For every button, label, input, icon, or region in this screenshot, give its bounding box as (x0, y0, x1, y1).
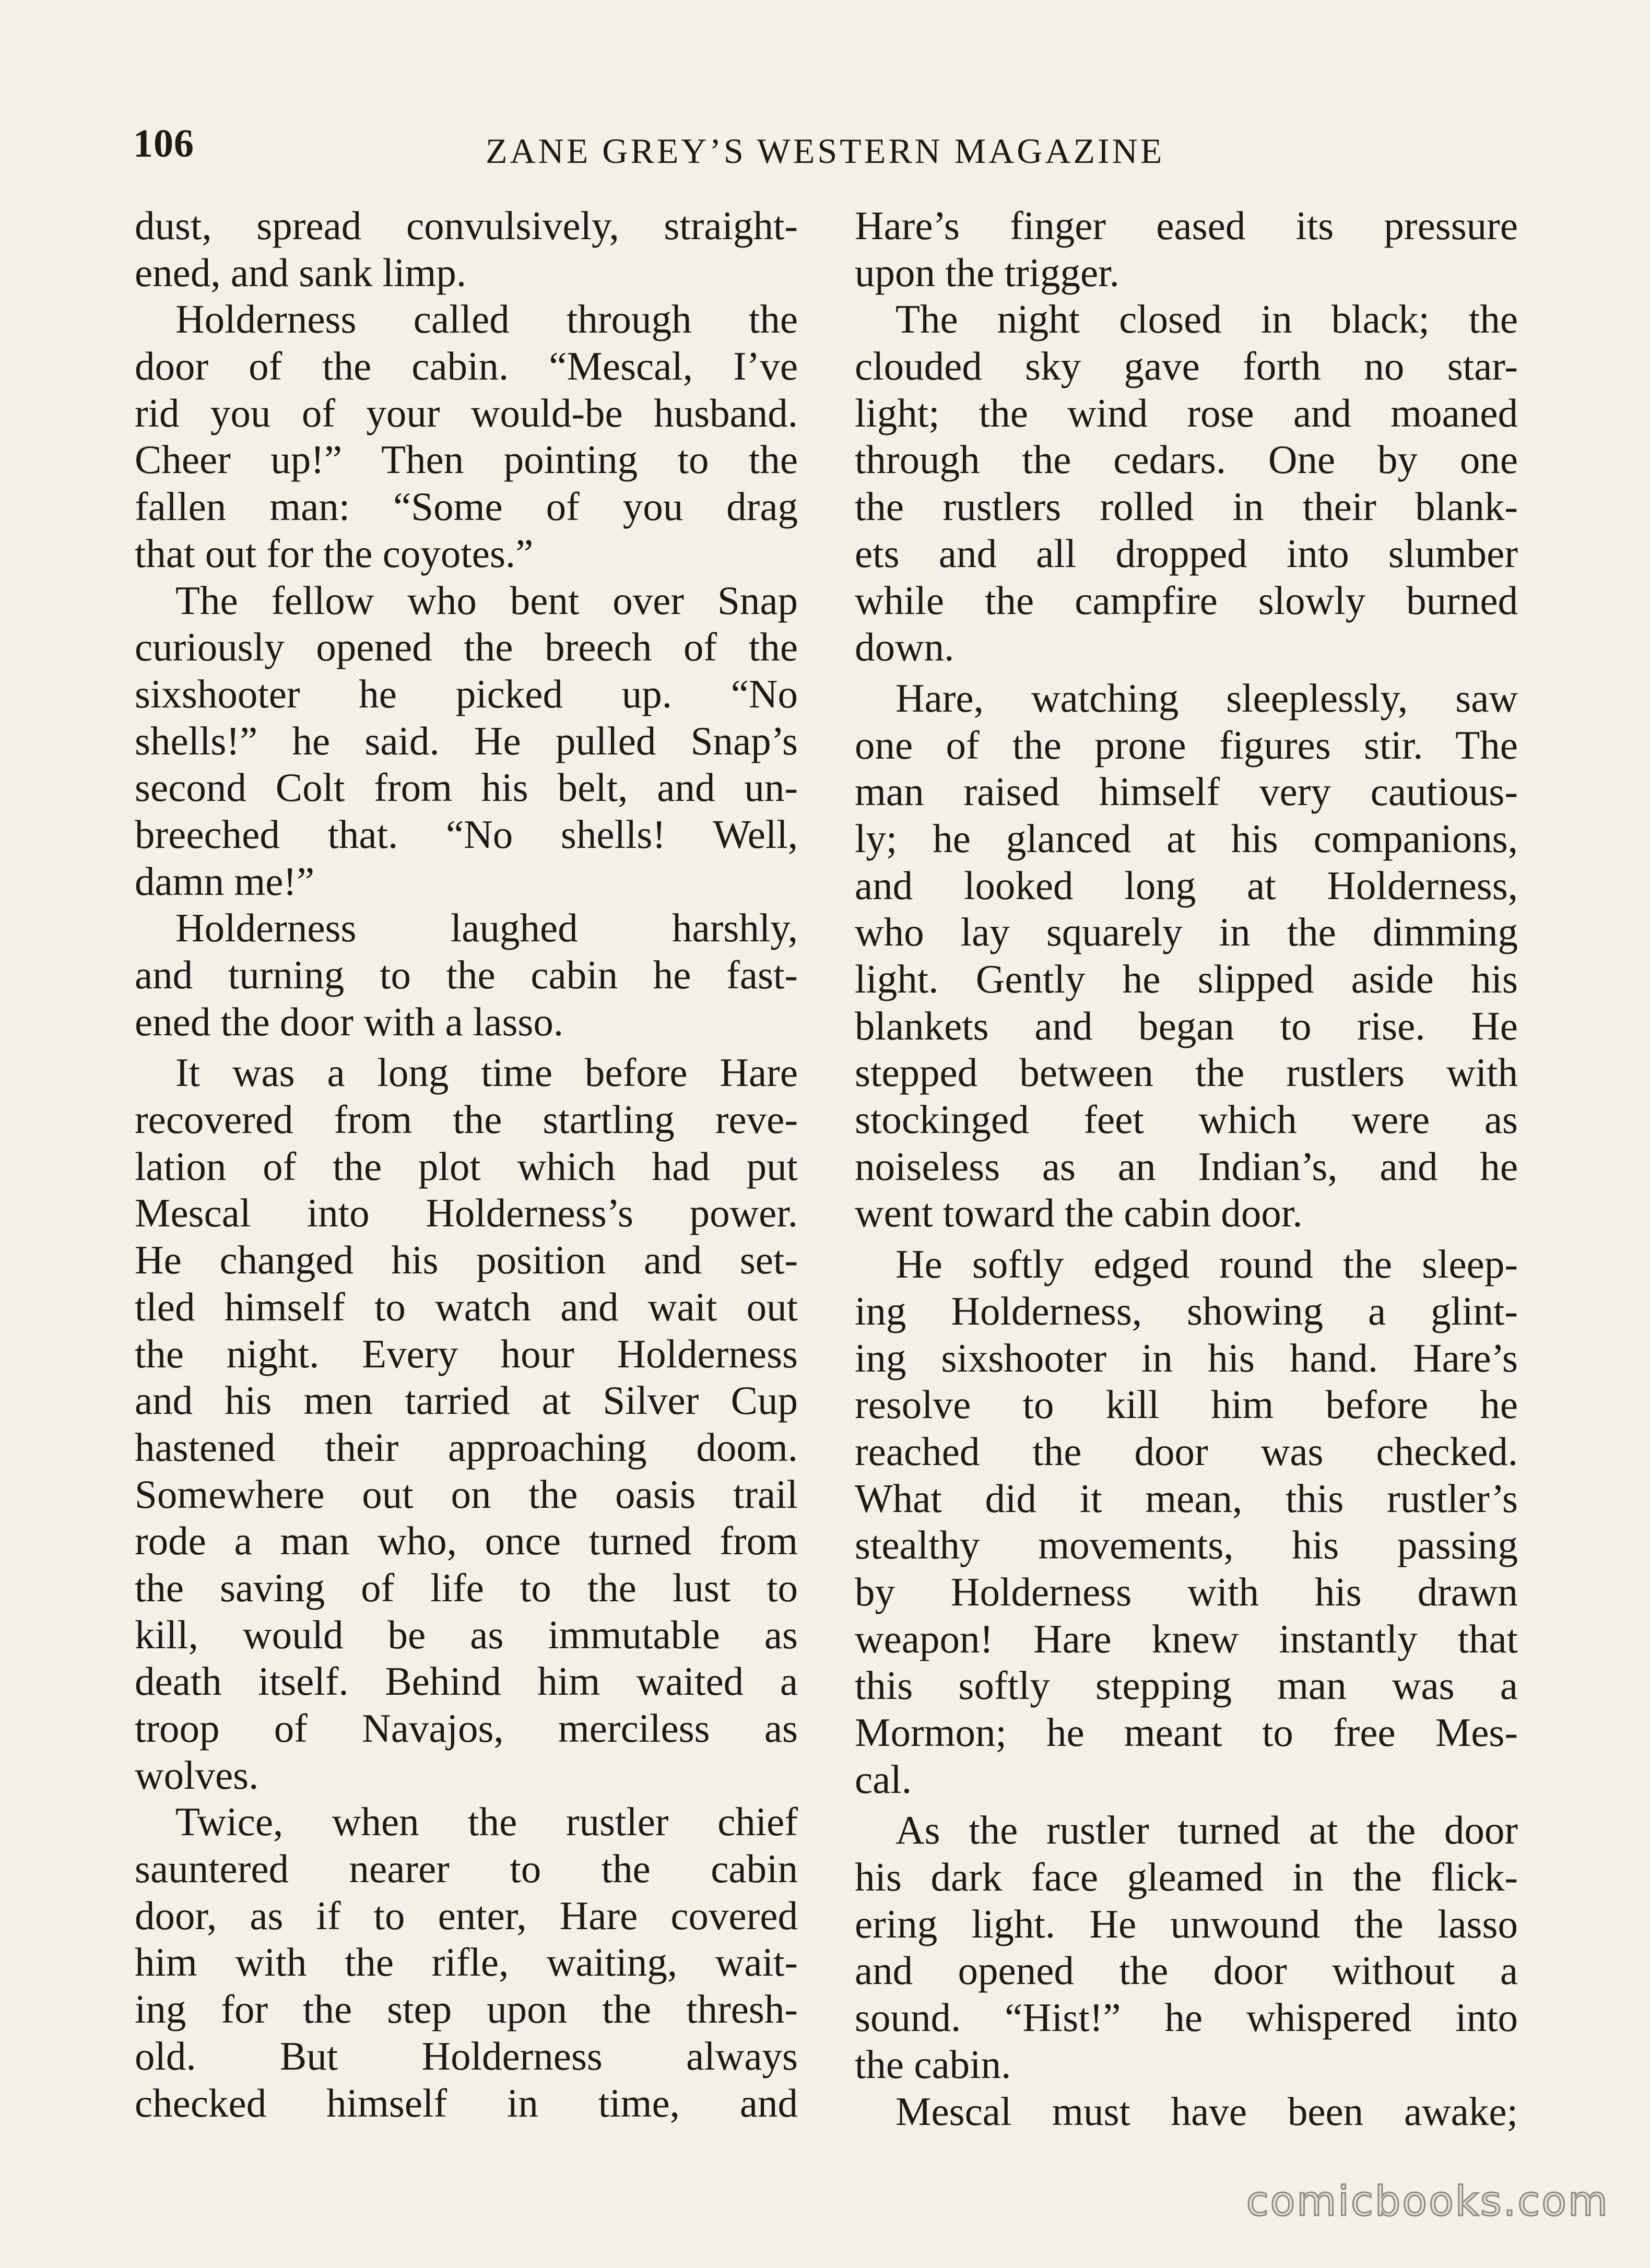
page-number: 106 (133, 122, 194, 166)
text-line: Mormon; he meant to free Mes- (855, 1710, 1518, 1755)
text-line: It was a long time before Hare (175, 1050, 798, 1095)
text-line: cal. (855, 1756, 912, 1802)
text-line: the night. Every hour Holderness (135, 1331, 798, 1376)
text-line: one of the prone figures stir. The (855, 722, 1518, 767)
text-line: and looked long at Holderness, (855, 863, 1518, 908)
text-line: door, as if to enter, Hare covered (135, 1893, 798, 1938)
text-line: recovered from the startling reve- (135, 1097, 798, 1142)
text-line: ing for the step upon the thresh- (135, 1987, 798, 2032)
text-line: blankets and began to rise. He (855, 1003, 1518, 1048)
text-line: dust, spread convulsively, straight- (135, 203, 798, 248)
text-line: weapon! Hare knew instantly that (855, 1616, 1518, 1661)
text-line: Somewhere out on the oasis trail (135, 1471, 798, 1517)
text-line: light. Gently he slipped aside his (855, 956, 1518, 1001)
text-line: He changed his position and set- (135, 1237, 798, 1283)
text-line: hastened their approaching doom. (135, 1424, 798, 1470)
text-line: Mescal must have been awake; (895, 2088, 1518, 2134)
text-line: the rustlers rolled in their blank- (855, 484, 1518, 529)
text-line: Hare’s finger eased its pressure (855, 203, 1518, 248)
text-line: fallen man: “Some of you drag (135, 484, 798, 529)
text-line: wolves. (135, 1752, 259, 1798)
text-line: ering light. He unwound the lasso (855, 1901, 1518, 1946)
text-line: ened, and sank limp. (135, 250, 467, 295)
text-line: upon the trigger. (855, 250, 1119, 295)
text-line: death itself. Behind him waited a (135, 1659, 798, 1704)
text-line: ets and all dropped into slumber (855, 530, 1518, 576)
text-line: damn me!” (135, 858, 315, 904)
text-line: down. (855, 624, 954, 670)
text-line: sixshooter he picked up. “No (135, 671, 798, 716)
text-line: stepped between the rustlers with (855, 1050, 1518, 1095)
text-line: What did it mean, this rustler’s (855, 1475, 1518, 1521)
text-line: checked himself in time, and (135, 2080, 798, 2125)
text-line: the cabin. (855, 2041, 1011, 2087)
text-line: resolve to kill him before he (855, 1382, 1518, 1427)
text-line: him with the rifle, waiting, wait- (135, 1940, 798, 1985)
text-line: rid you of your would-be husband. (135, 390, 798, 435)
text-line: light; the wind rose and moaned (855, 390, 1518, 435)
text-line: reached the door was checked. (855, 1428, 1518, 1474)
text-line: this softly stepping man was a (855, 1663, 1518, 1708)
text-line: Holderness called through the (175, 297, 798, 342)
text-line: ing sixshooter in his hand. Hare’s (855, 1335, 1518, 1380)
text-line: ened the door with a lasso. (135, 999, 564, 1044)
text-line: lation of the plot which had put (135, 1143, 798, 1189)
text-line: The night closed in black; the (895, 297, 1518, 342)
text-line: rode a man who, once turned from (135, 1518, 798, 1564)
text-line: As the rustler turned at the door (895, 1808, 1518, 1853)
text-line: went toward the cabin door. (855, 1190, 1303, 1236)
text-line: shells!” he said. He pulled Snap’s (135, 718, 798, 763)
text-line: Cheer up!” Then pointing to the (135, 437, 798, 482)
text-line: through the cedars. One by one (855, 437, 1518, 482)
text-line: the saving of life to the lust to (135, 1565, 798, 1610)
text-line: second Colt from his belt, and un- (135, 765, 798, 810)
text-line: and opened the door without a (855, 1948, 1518, 1993)
text-line: curiously opened the breech of the (135, 624, 798, 670)
text-line: man raised himself very cautious- (855, 769, 1518, 814)
text-line: that out for the coyotes.” (135, 530, 534, 576)
text-line: while the campfire slowly burned (855, 577, 1518, 623)
text-line: who lay squarely in the dimming (855, 909, 1518, 955)
text-line: Twice, when the rustler chief (175, 1799, 798, 1845)
text-line: troop of Navajos, merciless as (135, 1706, 798, 1751)
text-line: ly; he glanced at his companions, (855, 816, 1518, 861)
text-line: tled himself to watch and wait out (135, 1284, 798, 1329)
running-title: ZANE GREY’S WESTERN MAGAZINE (486, 131, 1165, 171)
text-line: ing Holderness, showing a glint- (855, 1288, 1518, 1333)
text-line: Hare, watching sleeplessly, saw (895, 675, 1518, 720)
text-line: old. But Holderness always (135, 2033, 798, 2078)
text-line: stockinged feet which were as (855, 1097, 1518, 1142)
text-line: The fellow who bent over Snap (175, 577, 798, 623)
text-column-left (135, 203, 798, 2127)
text-line: breeched that. “No shells! Well, (135, 811, 798, 857)
text-line: door of the cabin. “Mescal, I’ve (135, 344, 798, 389)
text-line: and his men tarried at Silver Cup (135, 1378, 798, 1423)
text-line: He softly edged round the sleep- (895, 1242, 1518, 1287)
text-line: kill, would be as immutable as (135, 1612, 798, 1657)
text-line: noiseless as an Indian’s, and he (855, 1143, 1518, 1189)
text-line: by Holderness with his drawn (855, 1569, 1518, 1614)
text-line: and turning to the cabin he fast- (135, 952, 798, 997)
text-line: stealthy movements, his passing (855, 1522, 1518, 1568)
text-line: his dark face gleamed in the flick- (855, 1854, 1518, 1900)
text-line: Mescal into Holderness’s power. (135, 1190, 798, 1236)
text-line: Holderness laughed harshly, (175, 905, 798, 951)
text-column-right (855, 203, 1518, 2135)
text-line: sauntered nearer to the cabin (135, 1846, 798, 1892)
watermark-logo: comicbooks.com (1246, 2178, 1609, 2225)
text-line: sound. “Hist!” he whispered into (855, 1995, 1518, 2040)
text-line: clouded sky gave forth no star- (855, 344, 1518, 389)
